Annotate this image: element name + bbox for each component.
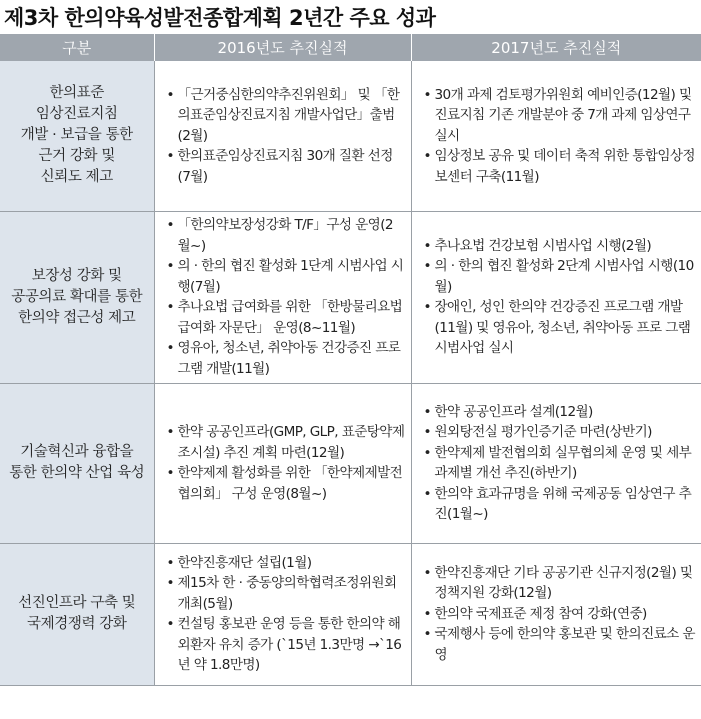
cell-2017 (411, 543, 701, 685)
category-cell (0, 211, 154, 383)
list-item: • 한약진흥재단 설립(1월) (167, 553, 405, 574)
page-title: 제3차 한의약육성발전종합계획 2년간 주요 성과 (4, 6, 436, 30)
list-item: • 한의약 효과규명을 위해 국제공동 임상연구 추진(1월~) (424, 484, 696, 525)
category-line: 개발 · 보급을 통한 (20, 127, 133, 144)
category-line: 보장성 강화 및 (31, 267, 122, 284)
list-item: • 제15차 한 · 중동양의학협력조정위원회 개최(5월) (167, 573, 405, 614)
list-item: • 원외탕전실 평가인증기준 마련(상반기) (424, 422, 696, 443)
category-line: 신뢰도 제고 (40, 169, 113, 186)
results-table (0, 34, 701, 686)
list-item: • 컨설팅 홍보관 운영 등을 통한 한의약 해외환자 유치 증가 (`15년 1.3만명 →`16년 약 1.8만명) (167, 614, 405, 676)
category-line: 한의약 접근성 제고 (18, 309, 136, 326)
category-line: 통한 한의약 산업 육성 (9, 465, 145, 481)
list-item: • 영유아, 청소년, 취약아동 건강증진 프로그램 개발(11월) (167, 338, 405, 379)
cell-2016 (154, 61, 411, 211)
category-line: 임상진료지침 (35, 106, 118, 123)
list-item: • 한약진흥재단 기타 공공기관 신규지정(2월) 및 정책지원 강화(12월) (424, 563, 696, 604)
list-item: • 30개 과제 검토평가위원회 예비인증(12월) 및 진료지침 기존 개발분야 중 7개 과제 임상연구 실시 (424, 85, 696, 147)
cell-2016 (154, 543, 411, 685)
table-row (0, 383, 701, 543)
list-item: • 의 · 한의 협진 활성화 2단계 시범사업 시행(10월) (424, 256, 696, 297)
category-line: 기술혁신과 융합을 (20, 444, 134, 460)
list-item: • 한의표준임상진료지침 30개 질환 선정(7월) (167, 146, 405, 187)
list-item: • 「한의약보장성강화 T/F」구성 운영(2월~) (167, 215, 405, 256)
list-item: • 국제행사 등에 한의약 홍보관 및 한의진료소 운영 (424, 624, 696, 665)
cell-2017 (411, 61, 701, 211)
list-item: • 장애인, 성인 한의약 건강증진 프로그램 개발(11월) 및 영유아, 청소년, 취약아동 프로 그램 시범사업 실시 (424, 297, 696, 359)
table-row (0, 543, 701, 685)
list-item: • 추나요법 급여화를 위한 「한방물리요법 급여화 자문단」 운영(8~11월) (167, 297, 405, 338)
category-cell (0, 61, 154, 211)
cell-2017 (411, 211, 701, 383)
list-item: • 한약제제 활성화를 위한 「한약제제발전협의회」 구성 운영(8월~) (167, 463, 405, 504)
header-category: 구분 (0, 34, 154, 61)
category-line: 선진인프라 구축 및 (18, 595, 136, 611)
category-line: 근거 강화 및 (38, 148, 115, 165)
list-item: • 한약 공공인프라 설계(12월) (424, 402, 696, 423)
category-line: 국제경쟁력 강화 (27, 616, 127, 632)
list-item: • 한약 공공인프라(GMP, GLP, 표준탕약제조시설) 추진 계획 마련(12월) (167, 422, 405, 463)
category-cell (0, 383, 154, 543)
list-item: • 「근거중심한의약추진위원회」 및 「한의표준임상진료지침 개발사업단」출범(2월) (167, 85, 405, 147)
category-line: 공공의료 확대를 통한 (11, 288, 143, 305)
list-item: • 한의약 국제표준 제정 참여 강화(연중) (424, 604, 696, 625)
list-item: • 임상정보 공유 및 데이터 축적 위한 통합임상정보센터 구축(11월) (424, 146, 696, 187)
category-line: 한의표준 (49, 85, 104, 102)
table-row (0, 211, 701, 383)
cell-2017 (411, 383, 701, 543)
header-2017: 2017년도 추진실적 (411, 34, 701, 61)
header-2016: 2016년도 추진실적 (154, 34, 411, 61)
table-header-row (0, 34, 701, 61)
cell-2016 (154, 383, 411, 543)
cell-2016 (154, 211, 411, 383)
table-row (0, 61, 701, 211)
list-item: • 한약제제 발전협의회 실무협의체 운영 및 세부과제별 개선 추진(하반기) (424, 443, 696, 484)
category-cell (0, 543, 154, 685)
list-item: • 추나요법 건강보험 시범사업 시행(2월) (424, 236, 696, 257)
list-item: • 의 · 한의 협진 활성화 1단계 시범사업 시행(7월) (167, 256, 405, 297)
